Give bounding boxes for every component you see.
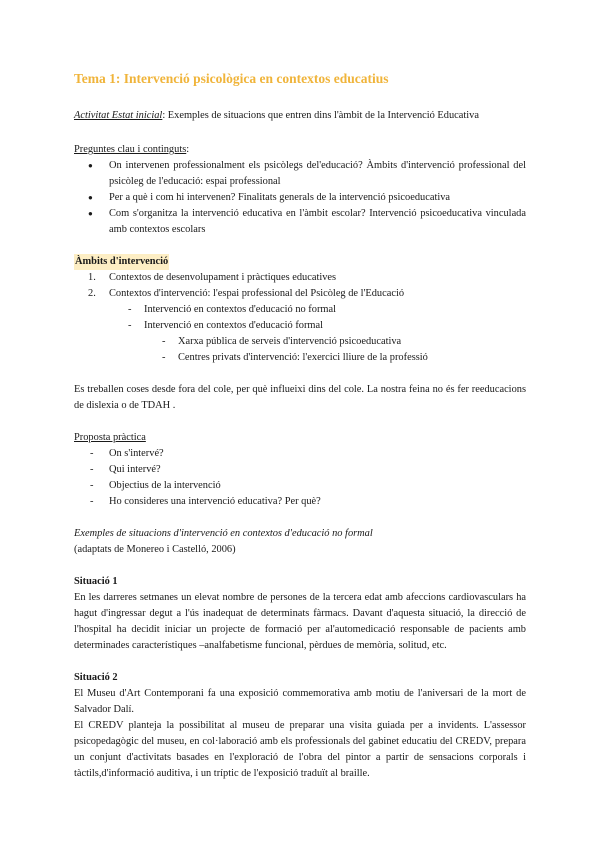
- situacio-2-text-2: El CREDV planteja la possibilitat al museu de preparar una visita guiada per a invidents. L'assessor psicopedagògic del museu, en col·laboració amb els professionals del gabinet educatiu del CREDV, prepara un conjunt d'activitats basades en l'exploració de l'obra del pintor a partir de sensacions corporals i tàctils,d'informació auditiva, i un tríptic de l'exposició traduït al braille.: [74, 720, 526, 779]
- situacio-2-title: Situació 2: [74, 672, 118, 683]
- list-item: - Qui intervé?: [74, 462, 526, 478]
- list-item: - Intervenció en contextos d'educació no formal: [74, 302, 526, 318]
- ambits-heading: Àmbits d'intervenció: [74, 254, 169, 270]
- list-item: - On s'intervé?: [74, 446, 526, 462]
- list-item: - Centres privats d'intervenció: l'exercici lliure de la professió: [74, 350, 526, 366]
- proposta-list: [74, 446, 526, 510]
- list-item: - Ho consideres una intervenció educativa? Per què?: [74, 494, 526, 510]
- note-paragraph: Es treballen coses desde fora del cole, per què influeixi dins del cole. La nostra feina no és fer reeducacions de dislexia o de TDAH .: [74, 384, 526, 411]
- document-page: [74, 70, 526, 782]
- questions-list: [74, 158, 526, 238]
- list-item: ● On intervenen professionalment els psicòlegs del'educació? Àmbits d'intervenció professional del psicòleg de l'educació: espai professional: [74, 158, 526, 190]
- list-item: - Objectius de la intervenció: [74, 478, 526, 494]
- list-item: 1. Contextos de desenvolupament i pràctiques educatives: [88, 272, 337, 283]
- examples-section: [74, 526, 526, 558]
- list-item: 2. Contextos d'intervenció: l'espai professional del Psicòleg de l'Educació: [88, 288, 405, 299]
- examples-title: Exemples de situacions d'intervenció en contextos d'educació no formal: [74, 528, 373, 539]
- ambits-list: [74, 270, 526, 302]
- situacio-1: [74, 574, 526, 654]
- situacio-1-title: Situació 1: [74, 576, 118, 587]
- examples-source: (adaptats de Monereo i Castelló, 2006): [74, 544, 236, 555]
- questions-section: [74, 142, 526, 238]
- page-title: Tema 1: Intervenció psicològica en contextos educatius: [74, 71, 389, 86]
- situacio-2-text-1: El Museu d'Art Contemporani fa una exposició commemorativa amb motiu de l'aniversari de la mort de Salvador Dalí.: [74, 688, 526, 715]
- proposta-section: [74, 430, 526, 510]
- intro-text: : Exemples de situacions que entren dins l'àmbit de la Intervenció Educativa: [162, 110, 479, 121]
- ambits-section: [74, 254, 526, 366]
- situacio-2: [74, 670, 526, 782]
- list-item: - Xarxa pública de serveis d'intervenció psicoeducativa: [74, 334, 526, 350]
- list-item: ● Per a què i com hi intervenen? Finalitats generals de la intervenció psicoeducativa: [74, 190, 526, 206]
- list-item: - Intervenció en contextos d'educació formal: [74, 318, 526, 334]
- list-item: ● Com s'organitza la intervenció educativa en l'àmbit escolar? Intervenció psicoeducativa vinculada amb contextos escolars: [74, 206, 526, 238]
- questions-heading: Preguntes clau i continguts:: [74, 144, 190, 155]
- proposta-heading: Proposta pràctica: [74, 432, 146, 443]
- intro-label: Activitat Estat inicial: [74, 110, 163, 121]
- situacio-1-text: En les darreres setmanes un elevat nombre de persones de la tercera edat amb afeccions cardiovasculars ha hagut d'ingressar degut a l'ús inadequat de determinats fàrmacs. Davant d'aquesta situació, la direcció de l'hospital ha decidit iniciar un projecte de formació per al'automedicació responsable de pacients amb determinades característiques –analfabetisme funcional, pèrdues de memòria, solitud, etc.: [74, 592, 526, 651]
- intro-line: [74, 108, 526, 124]
